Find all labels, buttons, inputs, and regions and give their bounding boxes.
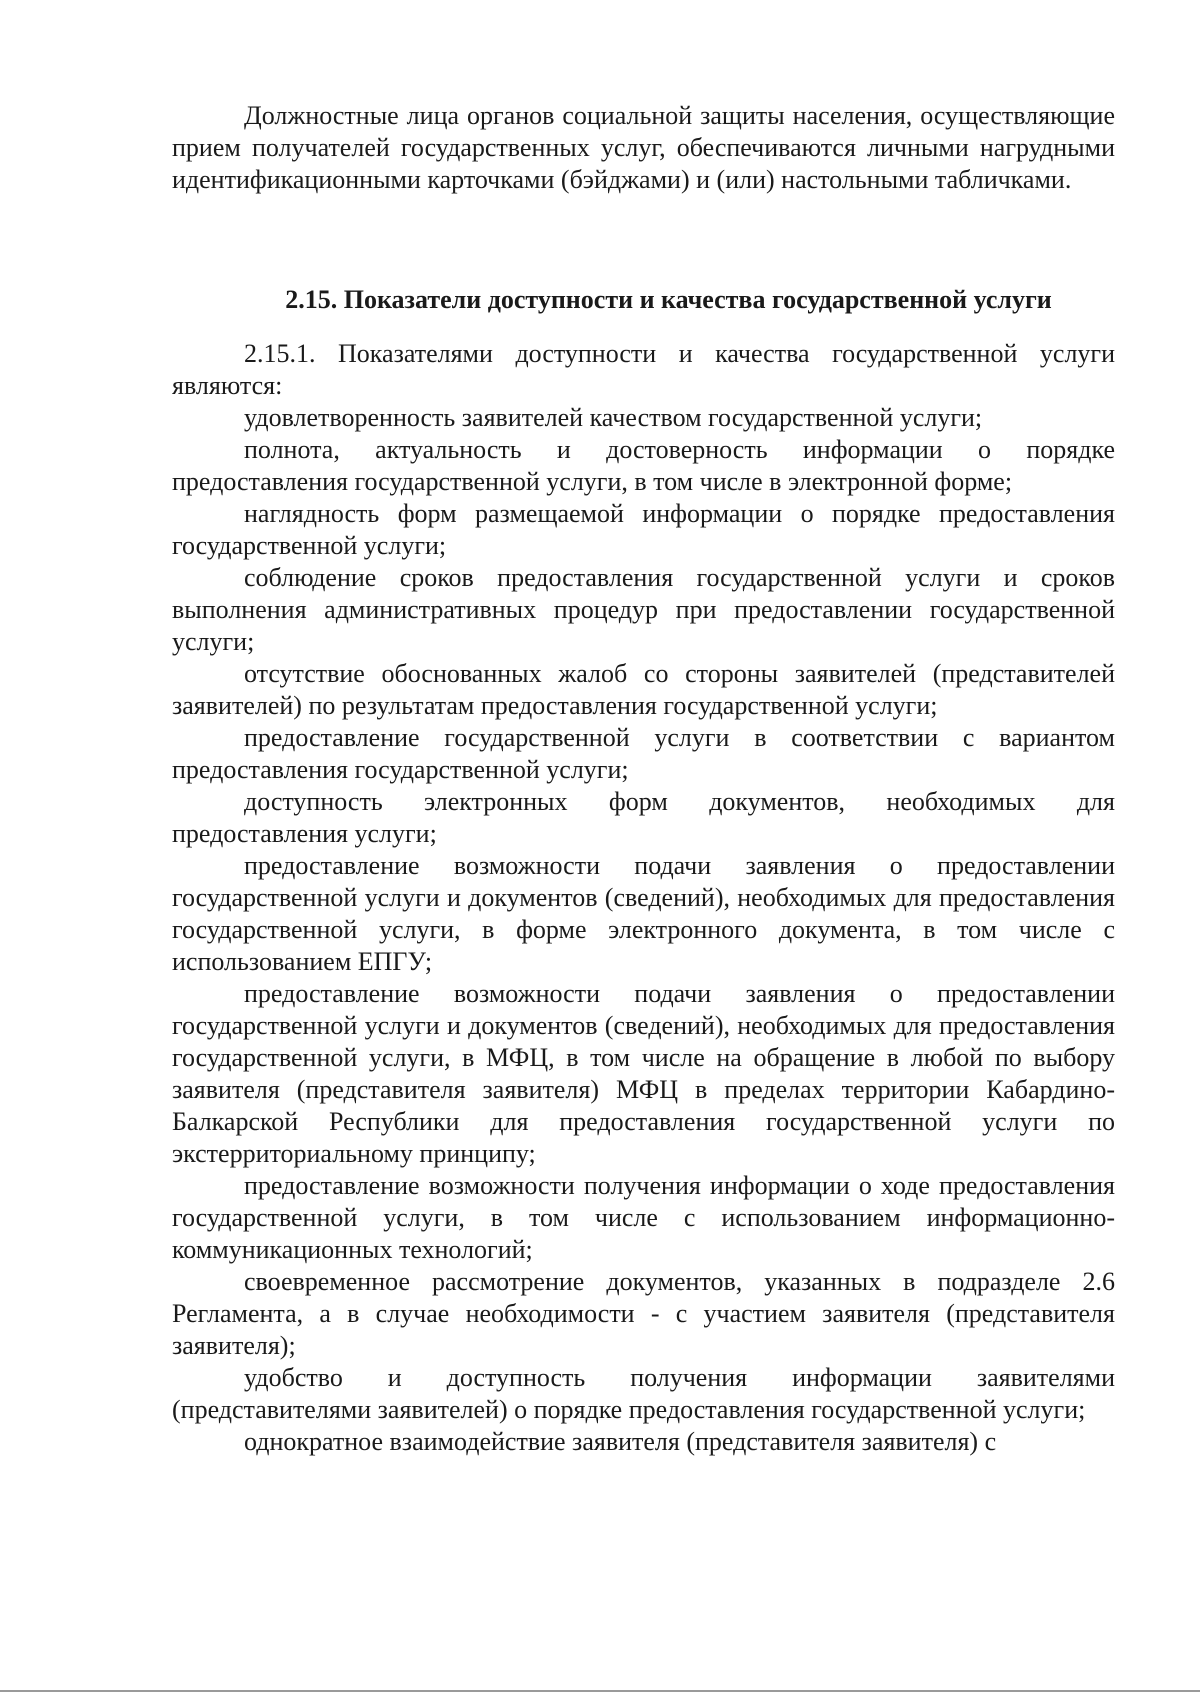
indicator-information-access: удобство и доступность получения информации заявителями (представителями заявителей) о порядке предоставления государственной услуги; [172,1363,1115,1424]
indicator-no-complaints: отсутствие обоснованных жалоб со стороны заявителей (представителей заявителей) по результатам предоставления государственной услуги; [172,659,1115,720]
indicator-variant-compliance: предоставление государственной услуги в соответствии с вариантом предоставления государственной услуги; [172,723,1115,784]
spacer [172,196,1115,284]
indicator-electronic-submission: предоставление возможности подачи заявления о предоставлении государственной услуги и документов (сведений), необходимых для предоставления государственной услуги, в форме электронного документа, в том числе с использованием ЕПГУ; [172,851,1115,976]
indicator-visual-clarity: наглядность форм размещаемой информации о порядке предоставления государственной услуги; [172,499,1115,560]
document-page [172,100,1115,1458]
indicator-electronic-forms: доступность электронных форм документов, необходимых для предоставления услуги; [172,787,1115,848]
indicator-information-completeness: полнота, актуальность и достоверность информации о порядке предоставления государственной услуги, в том числе в электронной форме; [172,435,1115,496]
indicator-progress-information: предоставление возможности получения информации о ходе предоставления государственной услуги, в том числе с использованием информационно-коммуникационных технологий; [172,1171,1115,1264]
spacer [172,316,1115,338]
section-heading: 2.15. Показатели доступности и качества государственной услуги [285,285,1052,314]
scan-edge-line [0,1690,1200,1692]
intro-paragraph: Должностные лица органов социальной защиты населения, осуществляющие прием получателей государственных услуг, обеспечиваются личными нагрудными идентификационными карточками (бэйджами) и (или) настольными табличками. [172,101,1115,194]
paragraph-2-15-1: 2.15.1. Показателями доступности и качества государственной услуги являются: [172,339,1115,400]
indicator-mfc-submission: предоставление возможности подачи заявления о предоставлении государственной услуги и документов (сведений), необходимых для предоставления государственной услуги, в МФЦ, в том числе на обращение в любой по выбору заявителя (представителя заявителя) МФЦ в пределах территории Кабардино-Балкарской Республики для предоставления государственной услуги по экстерриториальному принципу; [172,979,1115,1168]
indicator-satisfaction: удовлетворенность заявителей качеством государственной услуги; [244,403,983,432]
indicator-timely-review: своевременное рассмотрение документов, указанных в подразделе 2.6 Регламента, а в случае необходимости - с участием заявителя (представителя заявителя); [172,1267,1115,1360]
indicator-deadline-compliance: соблюдение сроков предоставления государственной услуги и сроков выполнения административных процедур при предоставлении государственной услуги; [172,563,1115,656]
indicator-single-interaction: однократное взаимодействие заявителя (представителя заявителя) с [244,1427,997,1456]
